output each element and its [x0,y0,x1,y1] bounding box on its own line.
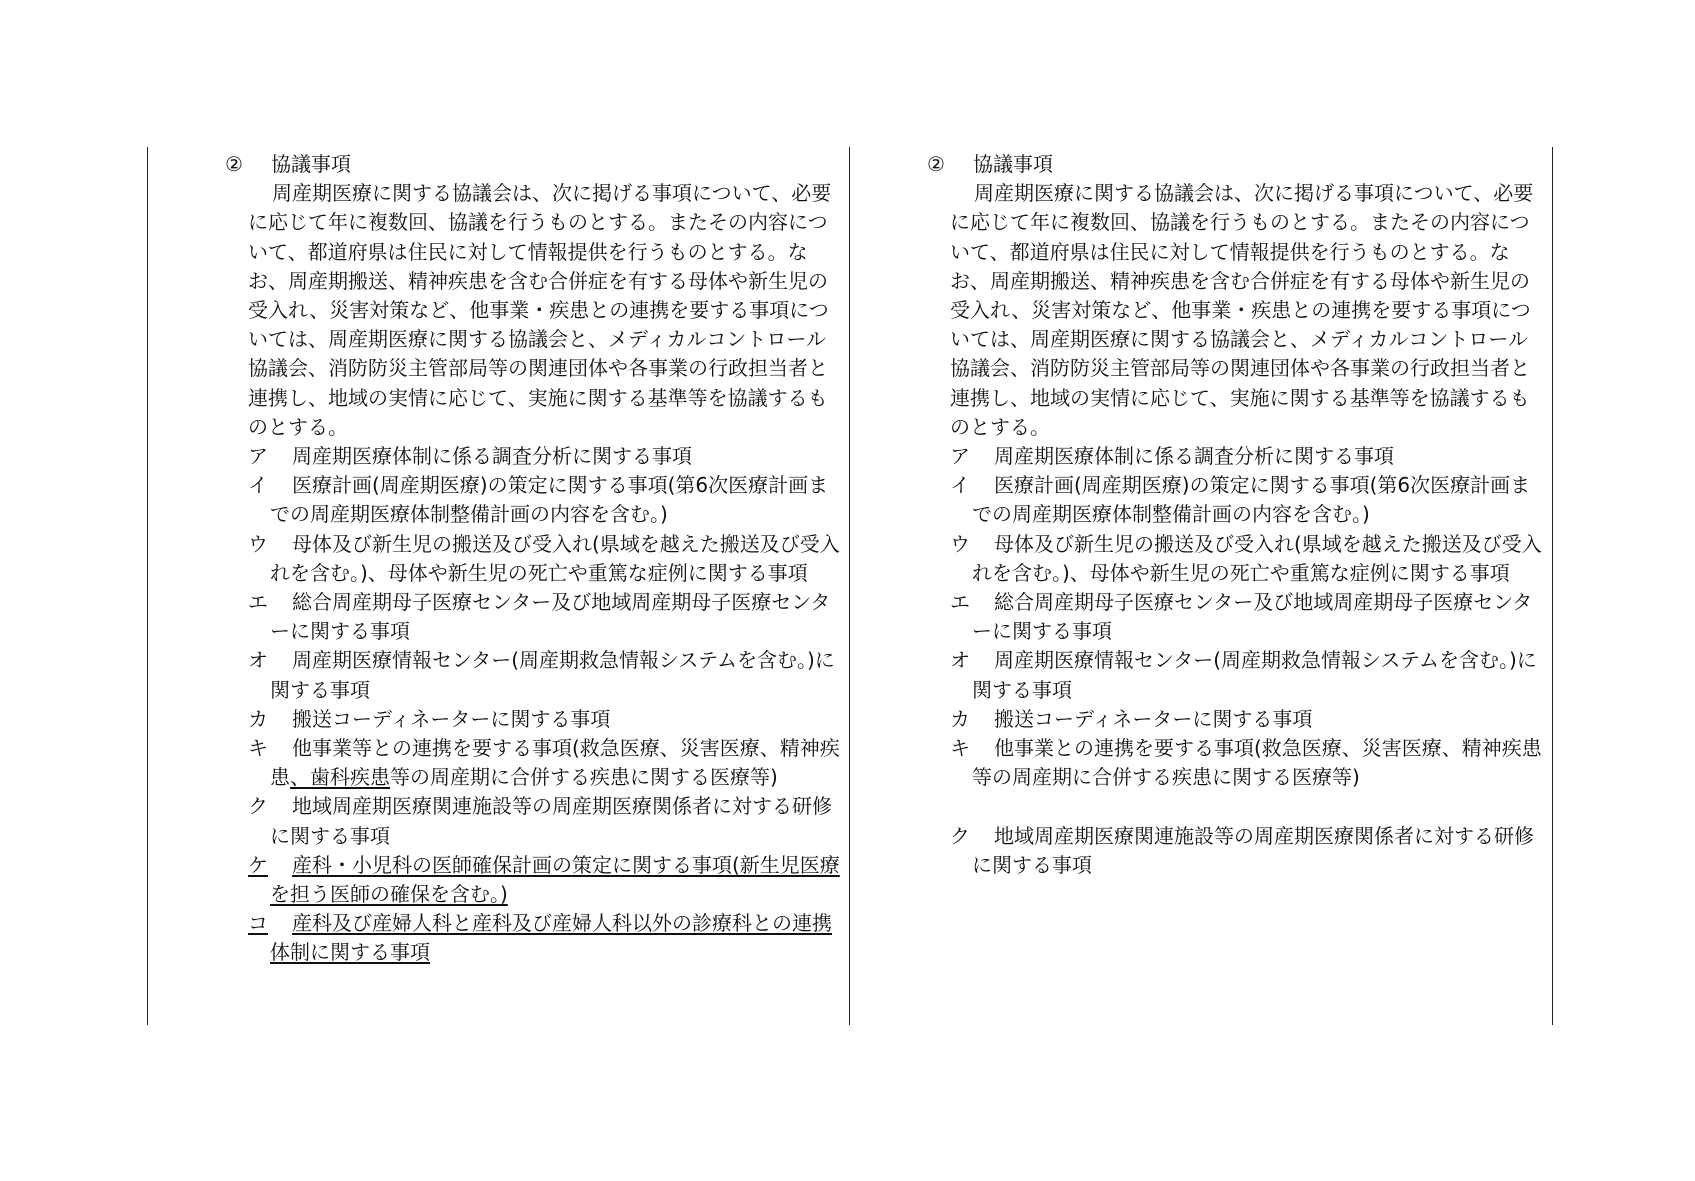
item-label: ウ [950,531,970,556]
item-text: 地域周産期医療関連施設等の周産期医療関係者に対する研修に関する事項 [270,794,832,848]
item-label: カ [248,706,268,731]
item-text: 医療計画(周産期医療)の策定に関する事項(第6次医療計画までの周産期医療体制整備計画の内容を含む。) [270,473,829,527]
item-text-after: 等の周産期に合併する疾患に関する医療等) [390,765,778,790]
item-i [852,471,1542,529]
item-label: イ [248,473,268,498]
item-text: 医療計画(周産期医療)の策定に関する事項(第6次医療計画までの周産期医療体制整備計画の内容を含む。) [972,473,1531,527]
item-ko [150,909,840,967]
blank-line [852,792,1542,821]
item-label: ク [248,794,268,819]
item-ku [150,792,840,850]
item-i [150,471,840,529]
item-text: 母体及び新生児の搬送及び受入れ(県域を越えた搬送及び受入れを含む。)、母体や新生児の死亡や重篤な症例に関する事項 [972,531,1542,585]
item-text: 産科・小児科の医師確保計画の策定に関する事項(新生児医療を担う医師の確保を含む。) [270,852,840,907]
item-label: ク [950,823,970,848]
item-label: コ [248,911,268,936]
item-ku [852,822,1542,880]
intro-paragraph: 周産期医療に関する協議会は、次に掲げる事項について、必要に応じて年に複数回、協議を行うものとする。またその内容について、都道府県は住民に対して情報提供を行うものとする。なお、周産期搬送、精神疾患を含む合併症を有する母体や新生児の受入れ、災害対策など、他事業・疾患との連携を要する事項については、周産期医療に関する協議会と、メディカルコントロール協議会、消防防災主管部局等の関連団体や各事業の行政担当者と連携し、地域の実情に応じて、実施に関する基準等を協議するものとする。 [248,181,832,439]
left-column [150,150,840,968]
right-column [852,150,1542,880]
section-number: ② [225,152,243,176]
item-text: 地域周産期医療関連施設等の周産期医療関係者に対する研修に関する事項 [972,823,1534,877]
center-border-line [849,147,850,1025]
item-label: エ [950,590,970,615]
intro-paragraph: 周産期医療に関する協議会は、次に掲げる事項について、必要に応じて年に複数回、協議を行うものとする。またその内容について、都道府県は住民に対して情報提供を行うものとする。なお、周産期搬送、精神疾患を含む合併症を有する母体や新生児の受入れ、災害対策など、他事業・疾患との連携を要する事項については、周産期医療に関する協議会と、メディカルコントロール協議会、消防防災主管部局等の関連団体や各事業の行政担当者と連携し、地域の実情に応じて、実施に関する基準等を協議するものとする。 [950,181,1534,439]
item-text: 周産期医療情報センター(周産期救急情報システムを含む。)に関する事項 [972,648,1537,702]
item-a [852,442,1542,471]
item-text: 搬送コーディネーターに関する事項 [994,706,1313,731]
item-label: ア [950,444,970,469]
item-e [150,588,840,646]
item-label: ケ [248,852,268,877]
item-ke [150,851,840,909]
item-label: オ [248,648,268,673]
item-text: 周産期医療体制に係る調査分析に関する事項 [994,444,1394,469]
section-heading [150,150,840,179]
item-text: 周産期医療体制に係る調査分析に関する事項 [292,444,692,469]
left-border-line [147,147,148,1025]
item-ka [150,705,840,734]
item-a [150,442,840,471]
item-label: ウ [248,531,268,556]
item-o [150,646,840,704]
right-border-line [1552,147,1553,1025]
item-label: エ [248,590,268,615]
item-ka [852,705,1542,734]
item-label: イ [950,473,970,498]
section-title: 協議事項 [973,152,1053,176]
item-label: キ [248,736,268,761]
item-ki [150,734,840,792]
section-title: 協議事項 [271,152,351,176]
item-label: オ [950,648,970,673]
item-ki [852,734,1542,792]
item-text: 総合周産期母子医療センター及び地域周産期母子医療センターに関する事項 [972,590,1533,644]
item-e [852,588,1542,646]
item-label: カ [950,706,970,731]
item-u [852,530,1542,588]
item-text: 産科及び産婦人科と産科及び産婦人科以外の診療科との連携体制に関する事項 [270,911,832,965]
item-text: 母体及び新生児の搬送及び受入れ(県域を越えた搬送及び受入れを含む。)、母体や新生児の死亡や重篤な症例に関する事項 [270,531,840,585]
item-label: キ [950,736,970,761]
item-text: 周産期医療情報センター(周産期救急情報システムを含む。)に関する事項 [270,648,835,702]
item-text-underlined: 、歯科疾患 [290,765,390,790]
item-text: 総合周産期母子医療センター及び地域周産期母子医療センターに関する事項 [270,590,831,644]
item-text-before: 他事業等との連携を要する事項(救急医療、災害医療、精神疾患 [270,736,840,790]
item-text: 搬送コーディネーターに関する事項 [292,706,611,731]
item-o [852,646,1542,704]
item-u [150,530,840,588]
section-number: ② [927,152,945,176]
item-text: 他事業との連携を要する事項(救急医療、災害医療、精神疾患等の周産期に合併する疾患に関する医療等) [972,736,1542,790]
section-heading [852,150,1542,179]
item-label: ア [248,444,268,469]
